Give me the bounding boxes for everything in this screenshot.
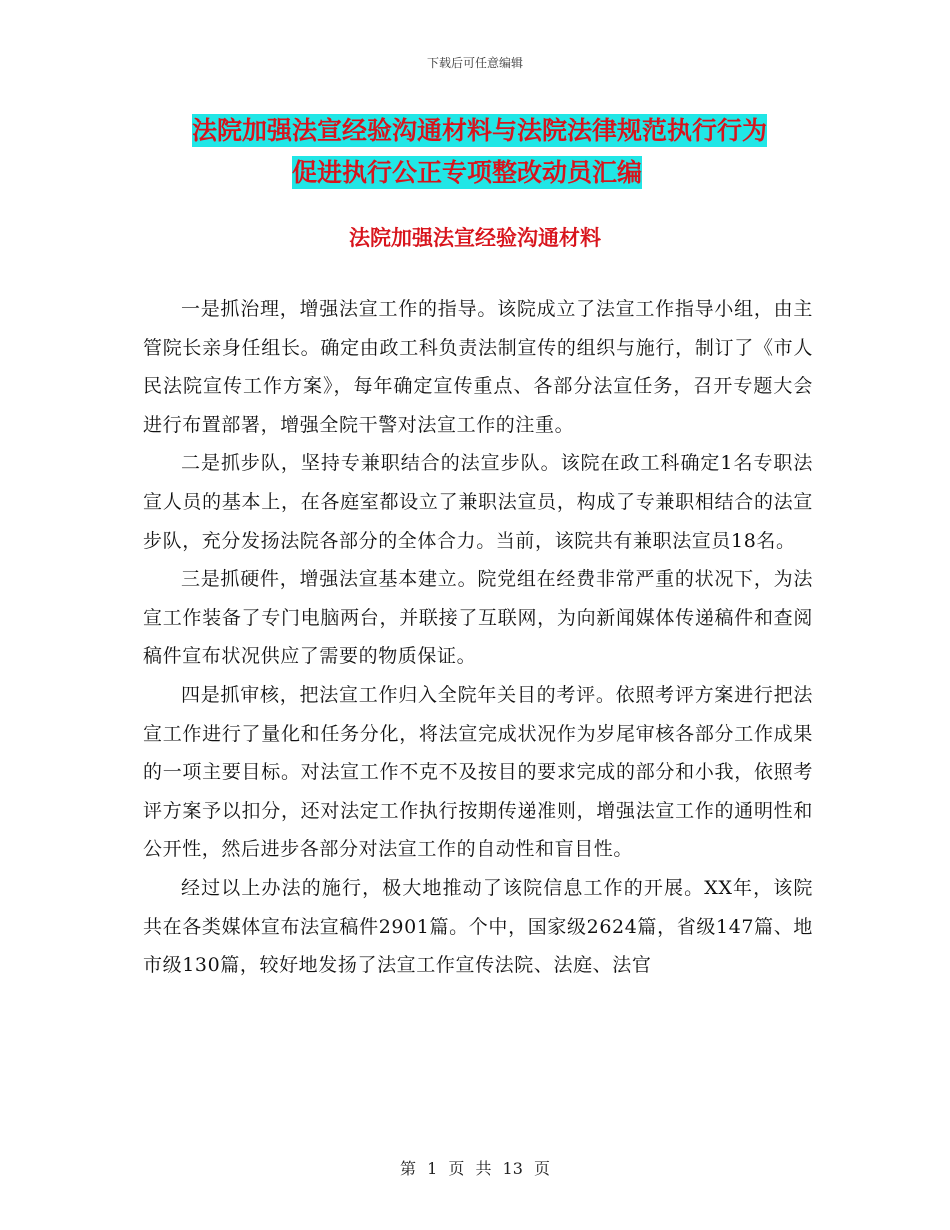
body-paragraph: 经过以上办法的施行，极大地推动了该院信息工作的开展。XX年，该院共在各类媒体宣布法宣稿件2901篇。个中，国家级2624篇，省级147篇、地市级130篇，较好地发扬了法宣工作宣传法院、法庭、法官	[143, 876, 813, 977]
page-header-note: 下载后可任意编辑	[426, 56, 523, 70]
document-title-line-1	[140, 110, 810, 152]
body-paragraph: 四是抓审核，把法宣工作归入全院年关目的考评。依照考评方案进行把法宣工作进行了量化和任务分化，将法宣完成状况作为岁尾审核各部分工作成果的一项主要目标。对法宣工作不克不及按目的要求完成的部分和小我，依照考评方案予以扣分，还对法定工作执行按期传递准则，增强法宣工作的通明性和公开性，然后进步各部分对法宣工作的自动性和盲目性。	[143, 683, 813, 861]
section-title: 法院加强法宣经验沟通材料	[349, 225, 601, 250]
document-title-line-1-text: 法院加强法宣经验沟通材料与法院法律规范执行行为	[192, 116, 768, 145]
document-title-line-2-text: 促进执行公正专项整改动员汇编	[292, 158, 643, 187]
body-paragraph: 一是抓治理，增强法宣工作的指导。该院成立了法宣工作指导小组，由主管院长亲身任组长。确定由政工科负责法制宣传的组织与施行，制订了《市人民法院宣传工作方案》，每年确定宣传重点、各部分法宣任务，召开专题大会进行布置部署，增强全院干警对法宣工作的注重。	[143, 298, 813, 436]
document-body	[143, 290, 813, 985]
document-title-line-2	[140, 152, 810, 194]
document-title	[140, 110, 810, 194]
body-paragraph: 三是抓硬件，增强法宣基本建立。院党组在经费非常严重的状况下，为法宣工作装备了专门电脑两台，并联接了互联网，为向新闻媒体传递稿件和查阅稿件宣布状况供应了需要的物质保证。	[143, 568, 813, 668]
body-paragraph: 二是抓步队，坚持专兼职结合的法宣步队。该院在政工科确定1名专职法宣人员的基本上，在各庭室都设立了兼职法宣员，构成了专兼职相结合的法宣步队，充分发扬法院各部分的全体合力。当前，该院共有兼职法宣员18名。	[143, 452, 813, 552]
page-footer: 第 1 页 共 13 页	[400, 1159, 550, 1178]
